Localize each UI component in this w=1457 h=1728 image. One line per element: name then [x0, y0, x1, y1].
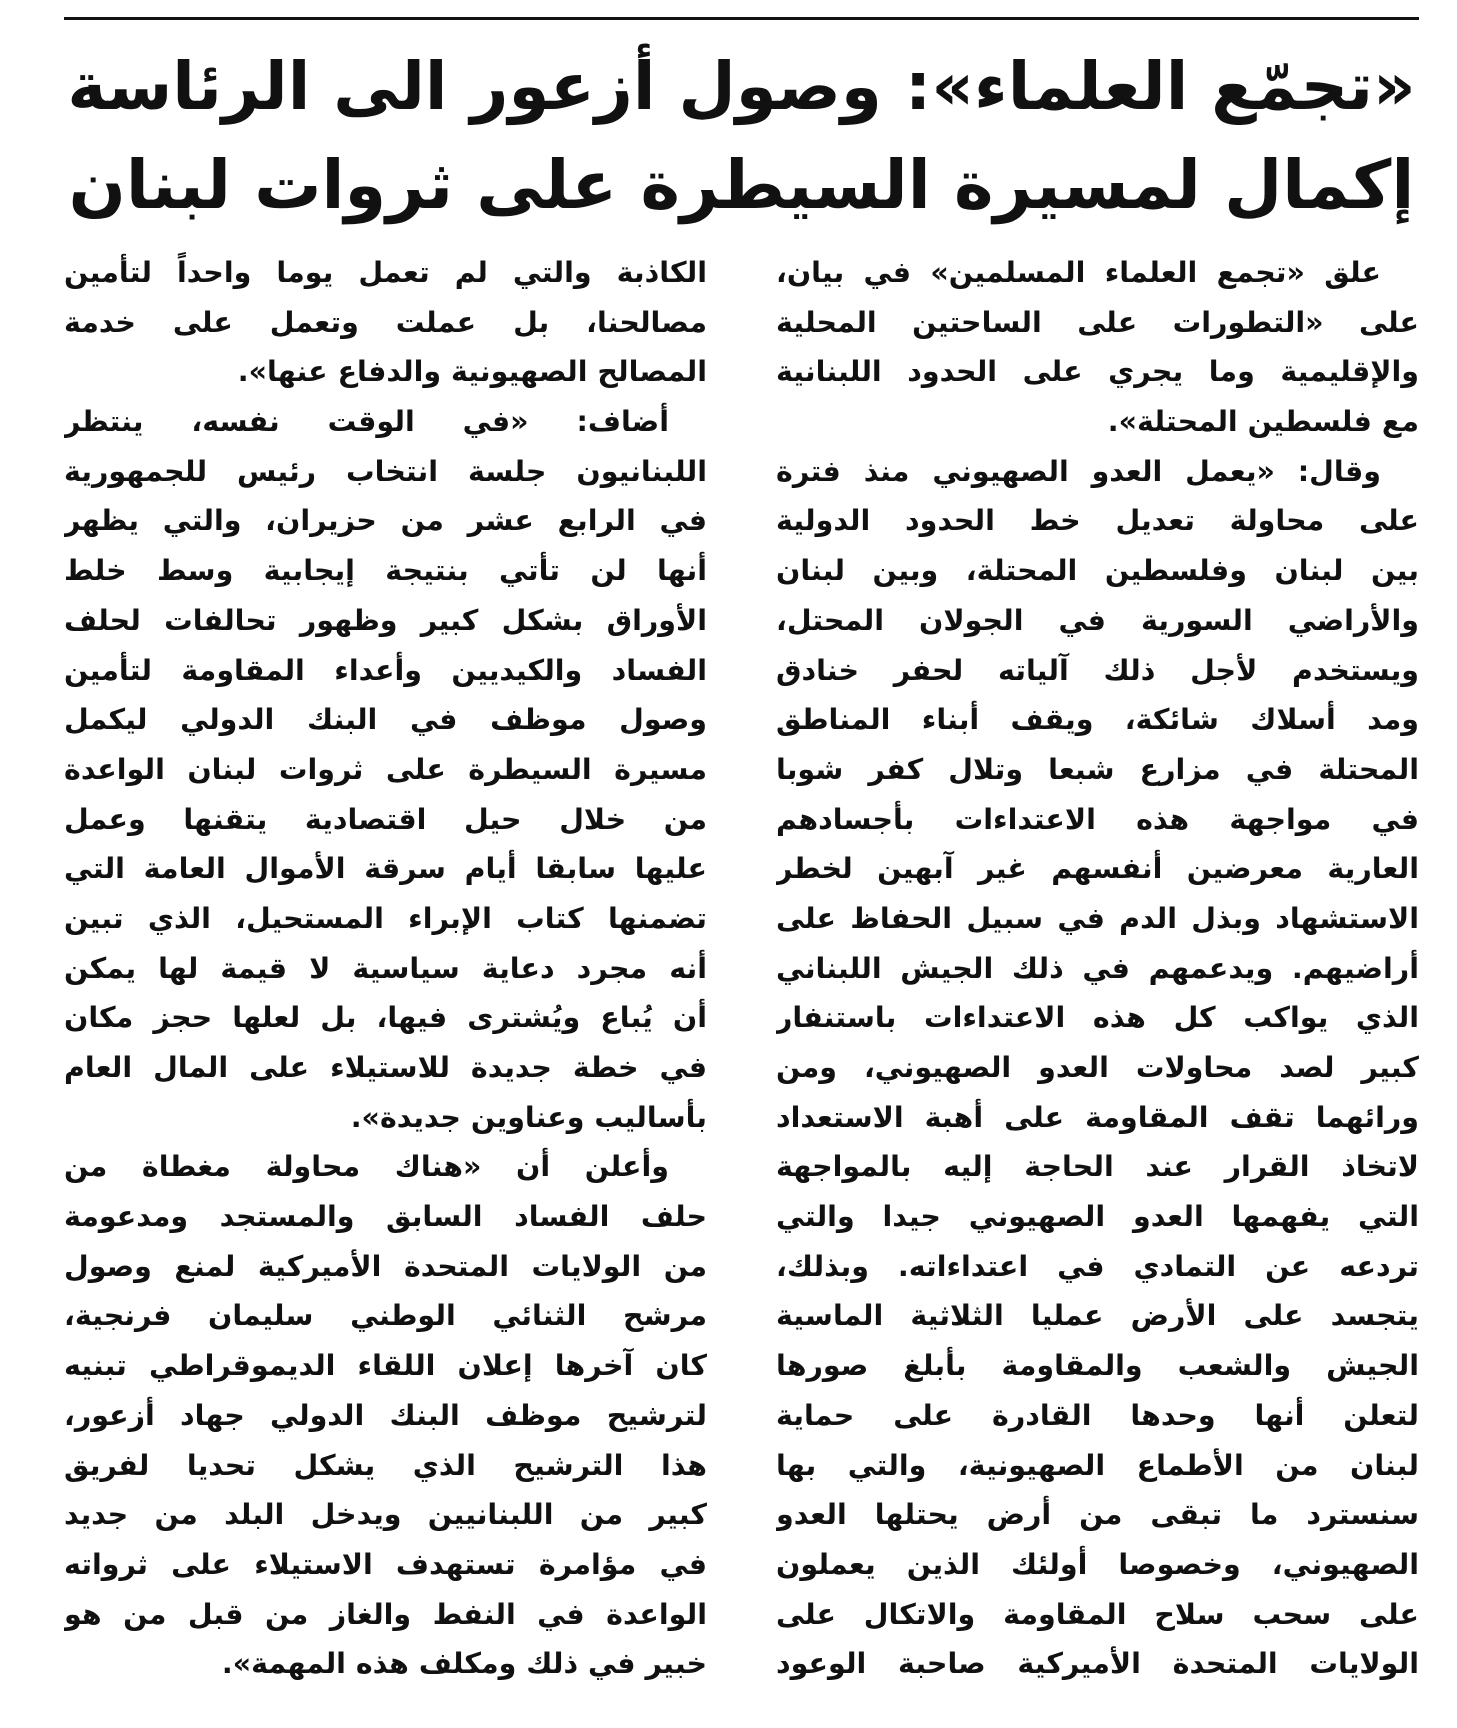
text-line: الواعدة في النفط والغاز من قبل من هو	[64, 1597, 707, 1631]
text-line: على محاولة تعديل خط الحدود الدولية	[776, 504, 1419, 538]
headline-line-1: «تجمّع العلماء»: وصول أزعور الى الرئاسة	[67, 48, 1416, 125]
text-line: الولايات المتحدة الأميركية صاحبة الوعود	[776, 1647, 1419, 1681]
text-line: في مواجهة هذه الاعتداءات بأجسادهم	[776, 802, 1419, 836]
text-line: بأساليب وعناوين جديدة».	[350, 1100, 707, 1134]
text-line: ورائهما تقف المقاومة على أهبة الاستعداد	[776, 1100, 1419, 1134]
text-line: من خلال حيل اقتصادية يتقنها وعمل	[64, 802, 707, 836]
text-line: ويستخدم لأجل ذلك آلياته لحفر خنادق	[776, 653, 1419, 687]
text-line: مصالحنا، بل عملت وتعمل على خدمة	[64, 305, 707, 339]
left-column	[64, 248, 707, 1728]
text-line: في مؤامرة تستهدف الاستيلاء على ثرواته	[64, 1547, 707, 1581]
text-line: أنها لن تأتي بنتيجة إيجابية وسط خلط	[64, 554, 707, 588]
text-line: العارية معرضين أنفسهم غير آبهين لخطر	[776, 852, 1419, 886]
top-rule	[64, 17, 1419, 20]
text-line: الذي يواكب كل هذه الاعتداءات باستنفار	[776, 1001, 1419, 1035]
text-line: وقال: «يعمل العدو الصهيوني منذ فترة	[776, 454, 1381, 488]
text-line: تضمنها كتاب الإبراء المستحيل، الذي تبين	[64, 901, 707, 935]
text-line: المحتلة في مزارع شبعا وتلال كفر شوبا	[776, 752, 1419, 786]
text-line: الصهيوني، وخصوصا أولئك الذين يعملون	[776, 1547, 1419, 1581]
text-line: لتعلن أنها وحدها القادرة على حماية	[776, 1398, 1419, 1432]
text-line: لاتخاذ القرار عند الحاجة إليه بالمواجهة	[776, 1150, 1419, 1184]
text-line: لبنان من الأطماع الصهيونية، والتي بها	[776, 1448, 1419, 1482]
text-line: بين لبنان وفلسطين المحتلة، وبين لبنان	[776, 554, 1419, 588]
text-line: مرشح الثنائي الوطني سليمان فرنجية،	[64, 1299, 707, 1333]
text-line: تردعه عن التمادي في اعتداءاته. وبذلك،	[776, 1249, 1419, 1283]
text-line: مسيرة السيطرة على ثروات لبنان الواعدة	[64, 752, 707, 786]
text-line: حلف الفساد السابق والمستجد ومدعومة	[64, 1200, 707, 1234]
text-line: أن يُباع ويُشترى فيها، بل لعلها حجز مكان	[64, 1001, 707, 1035]
text-line: والأراضي السورية في الجولان المحتل،	[776, 603, 1419, 637]
text-line: المصالح الصهيونية والدفاع عنها».	[237, 355, 707, 389]
text-line: كان آخرها إعلان اللقاء الديموقراطي تبنيه	[64, 1349, 707, 1383]
text-line: التي يفهمها العدو الصهيوني جيدا والتي	[776, 1200, 1419, 1234]
right-column	[776, 248, 1419, 1728]
article-body	[64, 248, 1419, 1728]
text-line: على «التطورات على الساحتين المحلية	[776, 305, 1419, 339]
text-line: الفساد والكيديين وأعداء المقاومة لتأمين	[64, 653, 707, 687]
text-line: أنه مجرد دعاية سياسية لا قيمة لها يمكن	[64, 951, 707, 985]
text-line: في خطة جديدة للاستيلاء على المال العام	[64, 1051, 707, 1084]
text-line: وصول موظف في البنك الدولي ليكمل	[64, 703, 707, 737]
text-line: الجيش والشعب والمقاومة بأبلغ صورها	[776, 1349, 1419, 1383]
text-line: الاستشهاد وبذل الدم في سبيل الحفاظ على	[776, 901, 1419, 935]
text-line: علق «تجمع العلماء المسلمين» في بيان،	[776, 256, 1381, 289]
text-line: الأوراق بشكل كبير وظهور تحالفات لحلف	[64, 603, 707, 637]
text-line: على سحب سلاح المقاومة والاتكال على	[776, 1597, 1419, 1631]
text-line: في الرابع عشر من حزيران، والتي يظهر	[64, 504, 707, 538]
text-line: اللبنانيون جلسة انتخاب رئيس للجمهورية	[64, 454, 707, 488]
text-line: سنسترد ما تبقى من أرض يحتلها العدو	[776, 1498, 1419, 1532]
text-line: مع فلسطين المحتلة».	[1107, 405, 1419, 439]
text-line: أراضيهم. ويدعمهم في ذلك الجيش اللبناني	[776, 951, 1419, 985]
text-line: وأعلن أن «هناك محاولة مغطاة من	[64, 1150, 669, 1184]
headline-line-2: إكمال لمسيرة السيطرة على ثروات لبنان	[68, 146, 1415, 224]
text-line: ومد أسلاك شائكة، ويقف أبناء المناطق	[776, 703, 1419, 737]
text-line: لترشيح موظف البنك الدولي جهاد أزعور،	[64, 1398, 707, 1432]
text-line: يتجسد على الأرض عمليا الثلاثية الماسية	[776, 1299, 1419, 1333]
text-line: والإقليمية وما يجري على الحدود اللبنانية	[776, 355, 1419, 389]
text-line: كبير من اللبنانيين ويدخل البلد من جديد	[64, 1498, 707, 1532]
headline	[64, 38, 1419, 234]
text-line: هذا الترشيح الذي يشكل تحديا لفريق	[64, 1448, 707, 1482]
text-line: كبير لصد محاولات العدو الصهيوني، ومن	[776, 1051, 1419, 1084]
text-line: من الولايات المتحدة الأميركية لمنع وصول	[64, 1249, 707, 1283]
text-line: الكاذبة والتي لم تعمل يوما واحداً لتأمين	[64, 256, 707, 289]
text-line: خبير في ذلك ومكلف هذه المهمة».	[221, 1647, 707, 1681]
text-line: أضاف: «في الوقت نفسه، ينتظر	[64, 405, 669, 439]
text-line: عليها سابقا أيام سرقة الأموال العامة التي	[64, 852, 707, 886]
